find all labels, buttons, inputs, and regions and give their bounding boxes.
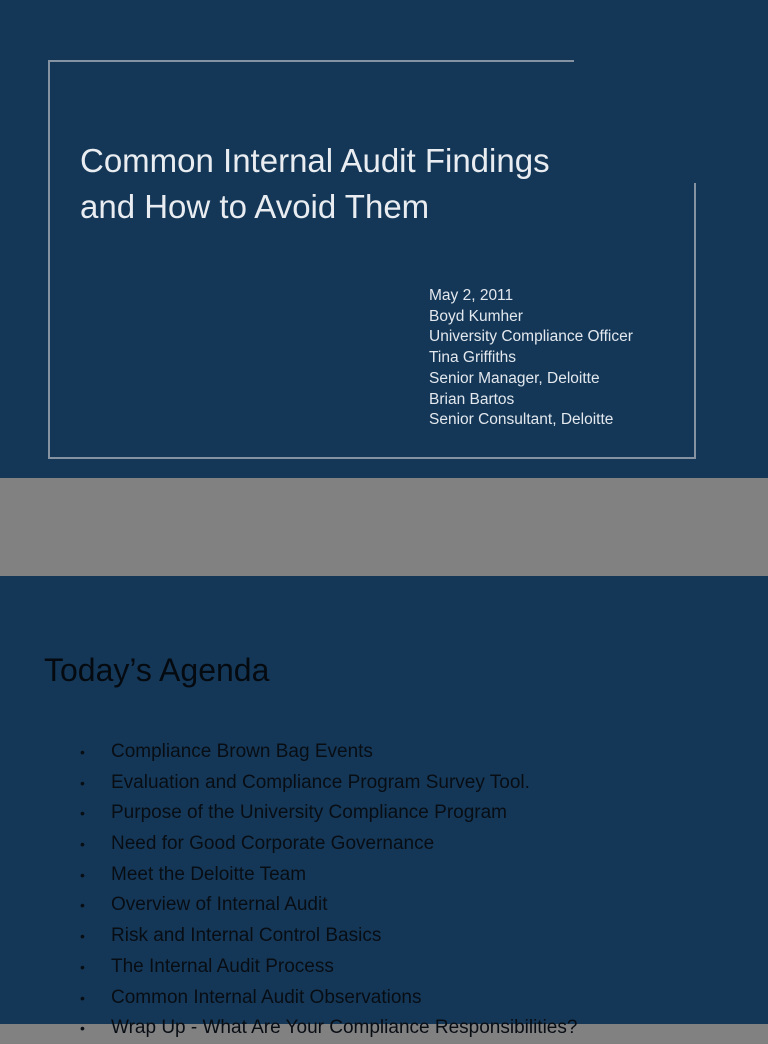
agenda-item xyxy=(80,860,577,891)
title-line: Common Internal Audit Findings xyxy=(80,142,550,179)
agenda-item xyxy=(80,952,577,983)
bullet-icon: • xyxy=(80,805,85,822)
bullet-icon: • xyxy=(80,836,85,853)
bullet-icon: • xyxy=(80,866,85,883)
agenda-item-text: Need for Good Corporate Governance xyxy=(111,833,435,855)
presenter-role: University Compliance Officer xyxy=(429,328,633,346)
agenda-item-text: Meet the Deloitte Team xyxy=(111,863,307,885)
agenda-item-text: Risk and Internal Control Basics xyxy=(111,925,382,947)
presentation-date: May 2, 2011 xyxy=(429,287,514,304)
agenda-item xyxy=(80,768,577,799)
agenda-item xyxy=(80,921,577,952)
bullet-icon: • xyxy=(80,989,85,1006)
frame-line-bottom xyxy=(48,457,696,459)
presenter-role: Senior Consultant, Deloitte xyxy=(429,411,614,429)
agenda-item xyxy=(80,983,577,1014)
bullet-icon: • xyxy=(80,774,85,791)
bullet-icon: • xyxy=(80,928,85,945)
agenda-item xyxy=(80,737,577,768)
title-line: and How to Avoid Them xyxy=(80,188,430,225)
agenda-item-text: Compliance Brown Bag Events xyxy=(111,741,373,762)
agenda-list xyxy=(80,737,577,1044)
presenter-name: Boyd Kumher xyxy=(429,307,523,325)
title-slide xyxy=(0,0,768,478)
frame-line-left xyxy=(48,60,50,459)
presenter-name: Brian Bartos xyxy=(429,390,515,408)
agenda-item xyxy=(80,798,577,829)
frame-line-right xyxy=(694,183,696,459)
agenda-title: Today’s Agenda xyxy=(44,652,270,688)
agenda-item-text: Wrap Up - What Are Your Compliance Responsibilities? xyxy=(111,1017,578,1039)
agenda-item xyxy=(80,1013,577,1044)
bullet-icon: • xyxy=(80,958,85,975)
agenda-item-text: Evaluation and Compliance Program Survey Tool. xyxy=(111,771,530,793)
agenda-slide xyxy=(0,576,768,1039)
agenda-item xyxy=(80,890,577,921)
agenda-item-text: Purpose of the University Compliance Program xyxy=(111,802,508,824)
presenter-info xyxy=(429,286,633,431)
bullet-icon: • xyxy=(80,897,85,914)
agenda-item xyxy=(80,829,577,860)
presenter-name: Tina Griffiths xyxy=(429,349,516,367)
presenter-role: Senior Manager, Deloitte xyxy=(429,369,600,387)
agenda-item-text: Common Internal Audit Observations xyxy=(111,986,422,1008)
presentation-title xyxy=(80,138,680,230)
agenda-item-text: Overview of Internal Audit xyxy=(111,894,328,916)
bullet-icon: • xyxy=(80,1020,85,1037)
agenda-item-text: The Internal Audit Process xyxy=(111,955,334,977)
bullet-icon: • xyxy=(80,744,85,760)
frame-line-top xyxy=(48,60,574,62)
